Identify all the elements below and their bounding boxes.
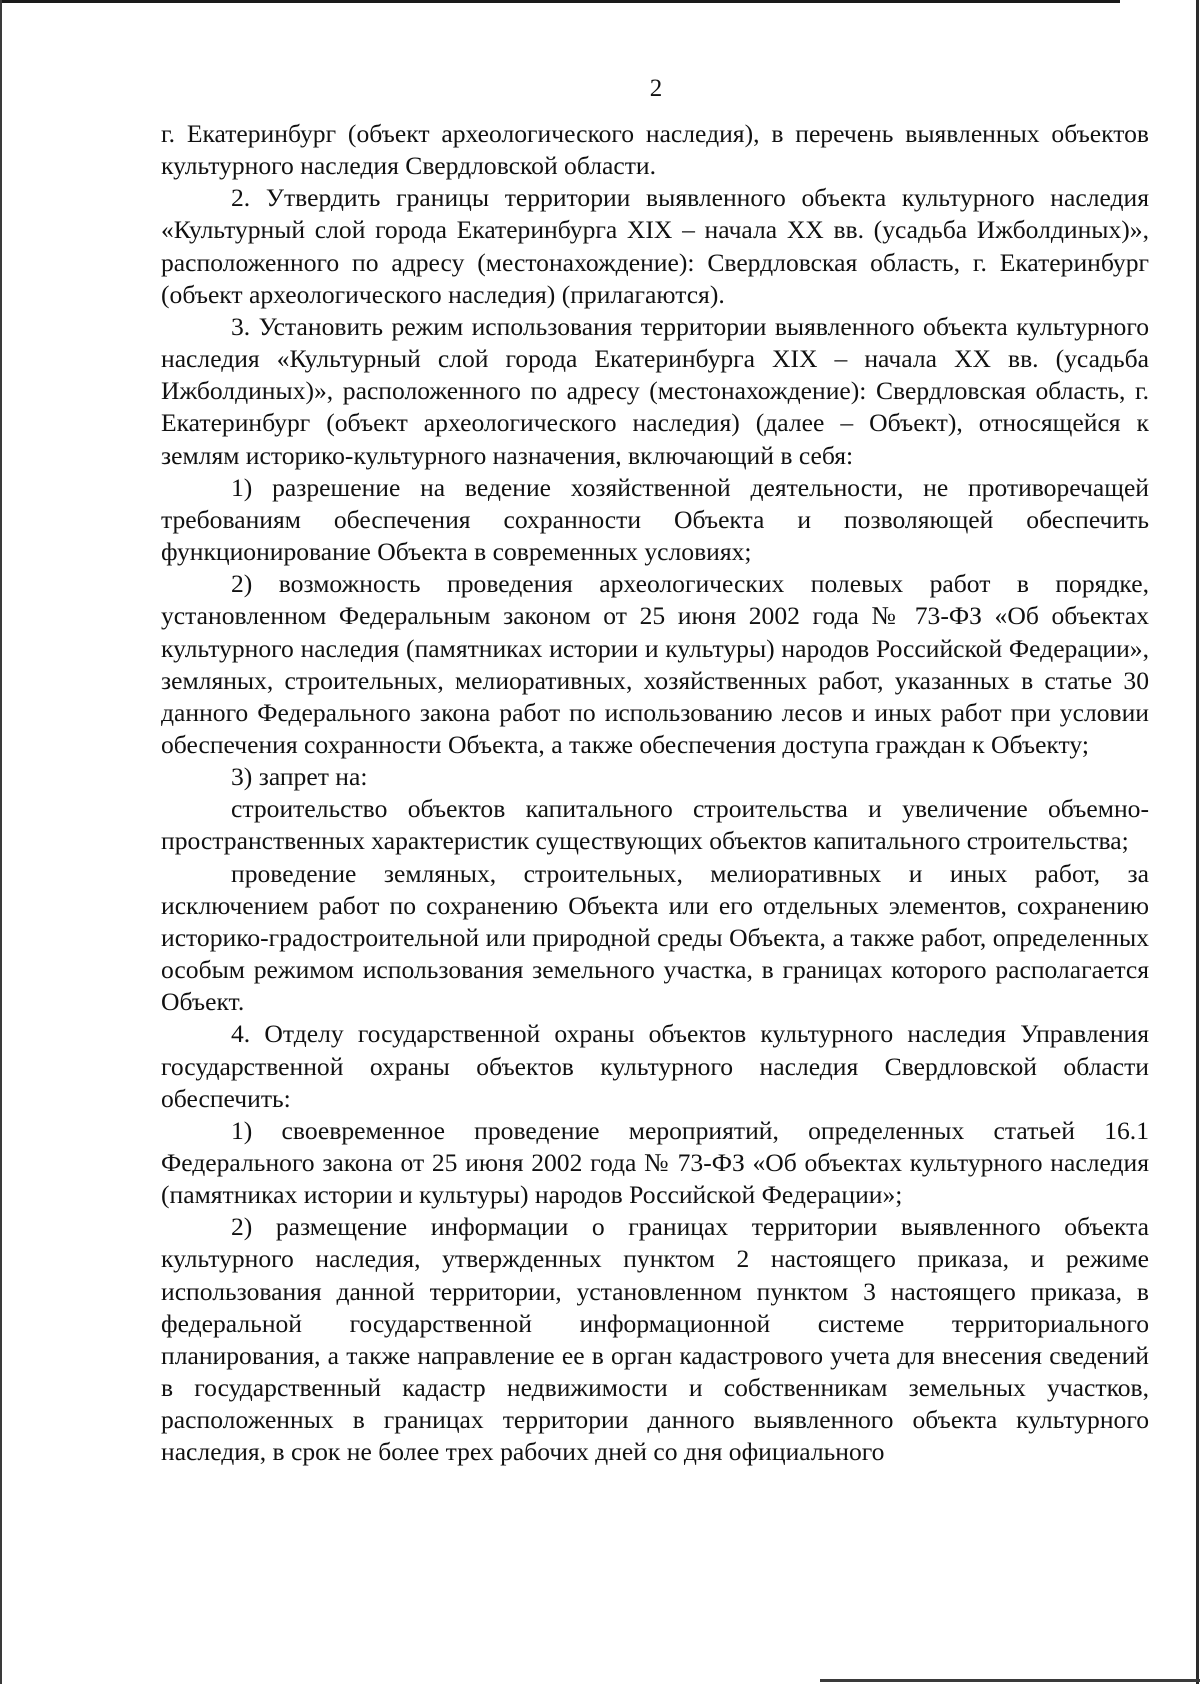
paragraph-item-2: 2. Утвердить границы территории выявленного объекта культурного наследия «Культурный слой города Екатеринбурга XIX – начала XX вв. (усадьба Ижболдиных)», расположенного по адресу (местонахождение): Свердловская область, г. Екатеринбург (объект археологического наследия) (прилагаются). — [161, 183, 1149, 309]
paragraph-prohibition-construction: строительство объектов капитального строительства и увеличение объемно-пространственных характеристик существующих объектов капитального строительства; — [161, 794, 1149, 856]
paragraph-prohibition-works: проведение земляных, строительных, мелиоративных и иных работ, за исключением работ по сохранению Объекта или его отдельных элементов, сохранению историко-градостроительной или природной среды Объекта, а также работ, определенных особым режимом использования земельного участка, в границах которого располагается Объект. — [161, 858, 1149, 1017]
scan-border-left — [0, 0, 2, 1684]
paragraph-subitem-3-2: 2) возможность проведения археологических полевых работ в порядке, установленном Федеральным законом от 25 июня 2002 года № 73-ФЗ «Об объектах культурного наследия (памятниках истории и культуры) народов Российской Федерации», земляных, строительных, мелиоративных, хозяйственных работ, указанных в статье 30 данного Федерального закона работ по использованию лесов и иных работ при условии обеспечения сохранности Объекта, а также обеспечения доступа граждан к Объекту; — [161, 569, 1149, 759]
scan-border-top — [0, 0, 1120, 3]
scan-border-right — [1196, 0, 1199, 1684]
scan-border-bottom — [820, 1679, 1200, 1682]
paragraph-subitem-3-1: 1) разрешение на ведение хозяйственной деятельности, не противоречащей требованиям обеспечения сохранности Объекта и позволяющей обеспечить функционирование Объекта в современных условиях; — [161, 472, 1149, 567]
paragraph-item-3: 3. Установить режим использования территории выявленного объекта культурного наследия «Культурный слой города Екатеринбурга XIX – начала XX вв. (усадьба Ижболдиных)», расположенного по адресу (местонахождение): Свердловская область, г. Екатеринбург (объект археологического наследия) (далее – Объект), относящейся к землям историко-культурного назначения, включающий в себя: — [161, 311, 1149, 470]
page-number: 2 — [649, 75, 663, 102]
paragraph-subitem-4-2: 2) размещение информации о границах территории выявленного объекта культурного наследия, утвержденных пунктом 2 настоящего приказа, и режиме использования данной территории, установленном пунктом 3 настоящего приказа, в федеральной государственной информационной системе территориального планирования, а также направление ее в орган кадастрового учета для внесения сведений в государственный кадастр недвижимости и собственникам земельных участков, расположенных в границах территории данного выявленного объекта культурного наследия, в срок не более трех рабочих дней со дня официального — [161, 1212, 1149, 1467]
paragraph-subitem-4-1: 1) своевременное проведение мероприятий, определенных статьей 16.1 Федерального закона от 25 июня 2002 года № 73-ФЗ «Об объектах культурного наследия (памятниках истории и культуры) народов Российской Федерации»; — [161, 1115, 1149, 1210]
paragraph-continuation: г. Екатеринбург (объект археологического наследия), в перечень выявленных объектов культурного наследия Свердловской области. — [161, 119, 1149, 181]
paragraph-subitem-3-3: 3) запрет на: — [231, 762, 368, 792]
paragraph-item-4: 4. Отделу государственной охраны объектов культурного наследия Управления государственной охраны объектов культурного наследия Свердловской области обеспечить: — [161, 1019, 1149, 1113]
document-body — [161, 118, 1149, 1469]
